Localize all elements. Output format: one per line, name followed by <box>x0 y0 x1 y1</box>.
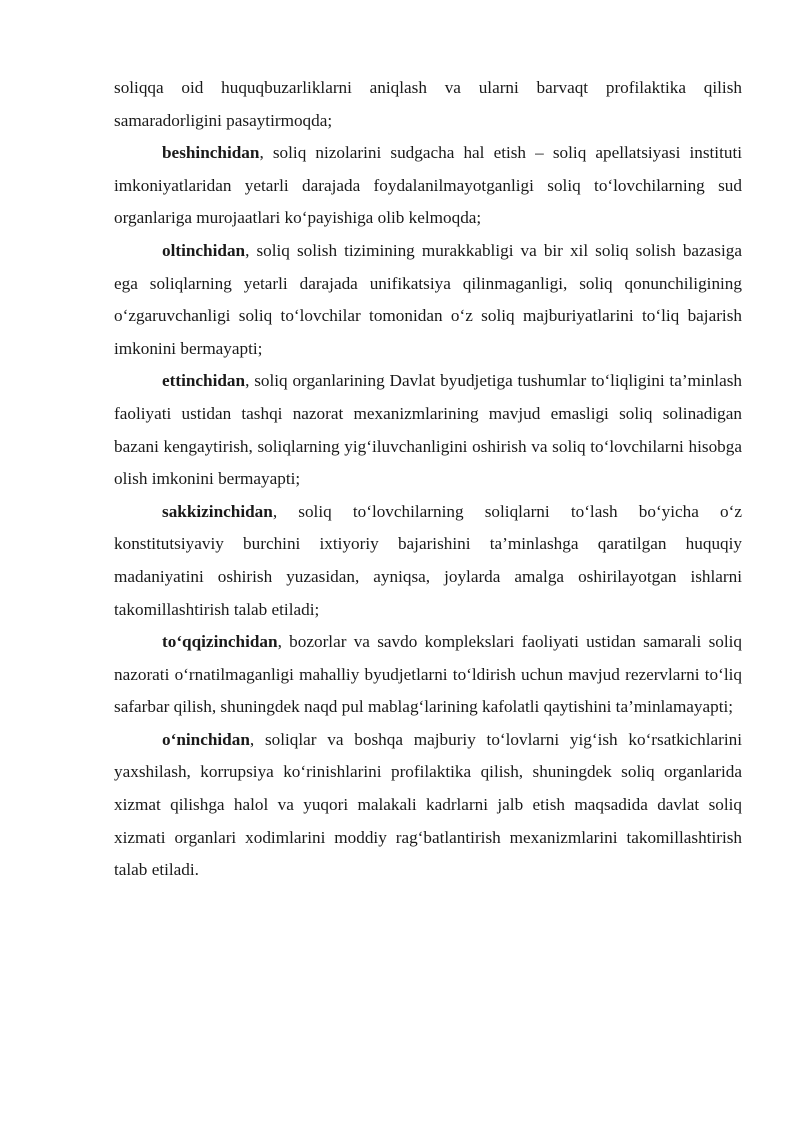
paragraph-lead-word: sakkizinchidan <box>162 501 273 521</box>
paragraph-text: , bozorlar va savdo komplekslari faoliyati ustidan samarali soliq nazorati o‘rnatilmaganligi mahalliy byudjetlarni to‘ldirish uchun mavjud rezervlarni to‘liq safarbar qilish, shuningdek naqd pul mablag‘larining kafolatli qaytishini ta’minlamayapti; <box>114 632 742 717</box>
paragraph-fifth <box>114 137 742 235</box>
paragraph-text: , soliq organlarining Davlat byudjetiga tushumlar to‘liqligini ta’minlash faoliyati ustidan tashqi nazorat mexanizmlarining mavjud emasligi soliq solinadigan bazani kengaytirish, soliqlarning yig‘iluvchanligini oshirish va soliq to‘lovchilarni hisobga olish imkonini bermayapti; <box>114 371 742 489</box>
paragraph-lead-word: beshinchidan <box>162 143 260 163</box>
paragraph-sixth <box>114 235 742 365</box>
paragraph-lead-word: o‘ninchidan <box>162 729 250 749</box>
paragraph-ninth <box>114 626 742 724</box>
paragraph-text: , soliq nizolarini sudgacha hal etish – soliq apellatsiyasi instituti imkoniyatlaridan yetarli darajada foydalanilmayotganligi soliq to‘lovchilarning sud organlariga murojaatlari ko‘payishiga olib kelmoqda; <box>114 143 742 228</box>
document-page <box>114 72 742 887</box>
paragraph-lead-word: to‘qqizinchidan <box>162 632 278 652</box>
paragraph-lead-word: oltinchidan <box>162 240 246 260</box>
paragraph-text: , soliq solish tizimining murakkabligi va bir xil soliq solish bazasiga ega soliqlarning yetarli darajada unifikatsiya qilinmaganligi, soliq qonunchiligining o‘zgaruvchanligi soliq to‘lovchilar tomonidan o‘z soliq majburiyatlarini to‘liq bajarish imkonini bermayapti; <box>114 240 742 358</box>
paragraph-seventh <box>114 365 742 495</box>
paragraph-text: , soliqlar va boshqa majburiy to‘lovlarni yig‘ish ko‘rsatkichlarini yaxshilash, korrupsiya ko‘rinishlarini profilaktika qilish, shuningdek soliq organlarida xizmat qilishga halol va yuqori malakali kadrlarni jalb etish maqsadida davlat soliq xizmati organlari xodimlarini moddiy rag‘batlantirish mexanizmlarini takomillashtirish talab etiladi. <box>114 729 742 880</box>
paragraph-continuation <box>114 72 742 137</box>
paragraph-lead-word: ettinchidan <box>162 371 246 391</box>
paragraph-eighth <box>114 496 742 626</box>
paragraph-text: , soliq to‘lovchilarning soliqlarni to‘lash bo‘yicha o‘z konstitutsiyaviy burchini ixtiyoriy bajarishini ta’minlashga qaratilgan huquqiy madaniyatini oshirish yuzasidan, ayniqsa, joylarda amalga oshirilayotgan ishlarni takomillashtirish talab etiladi; <box>114 501 742 619</box>
paragraph-tenth <box>114 724 742 887</box>
paragraph-text: soliqqa oid huquqbuzarliklarni aniqlash va ularni barvaqt profilaktika qilish samaradorligini pasaytirmoqda; <box>114 78 742 130</box>
